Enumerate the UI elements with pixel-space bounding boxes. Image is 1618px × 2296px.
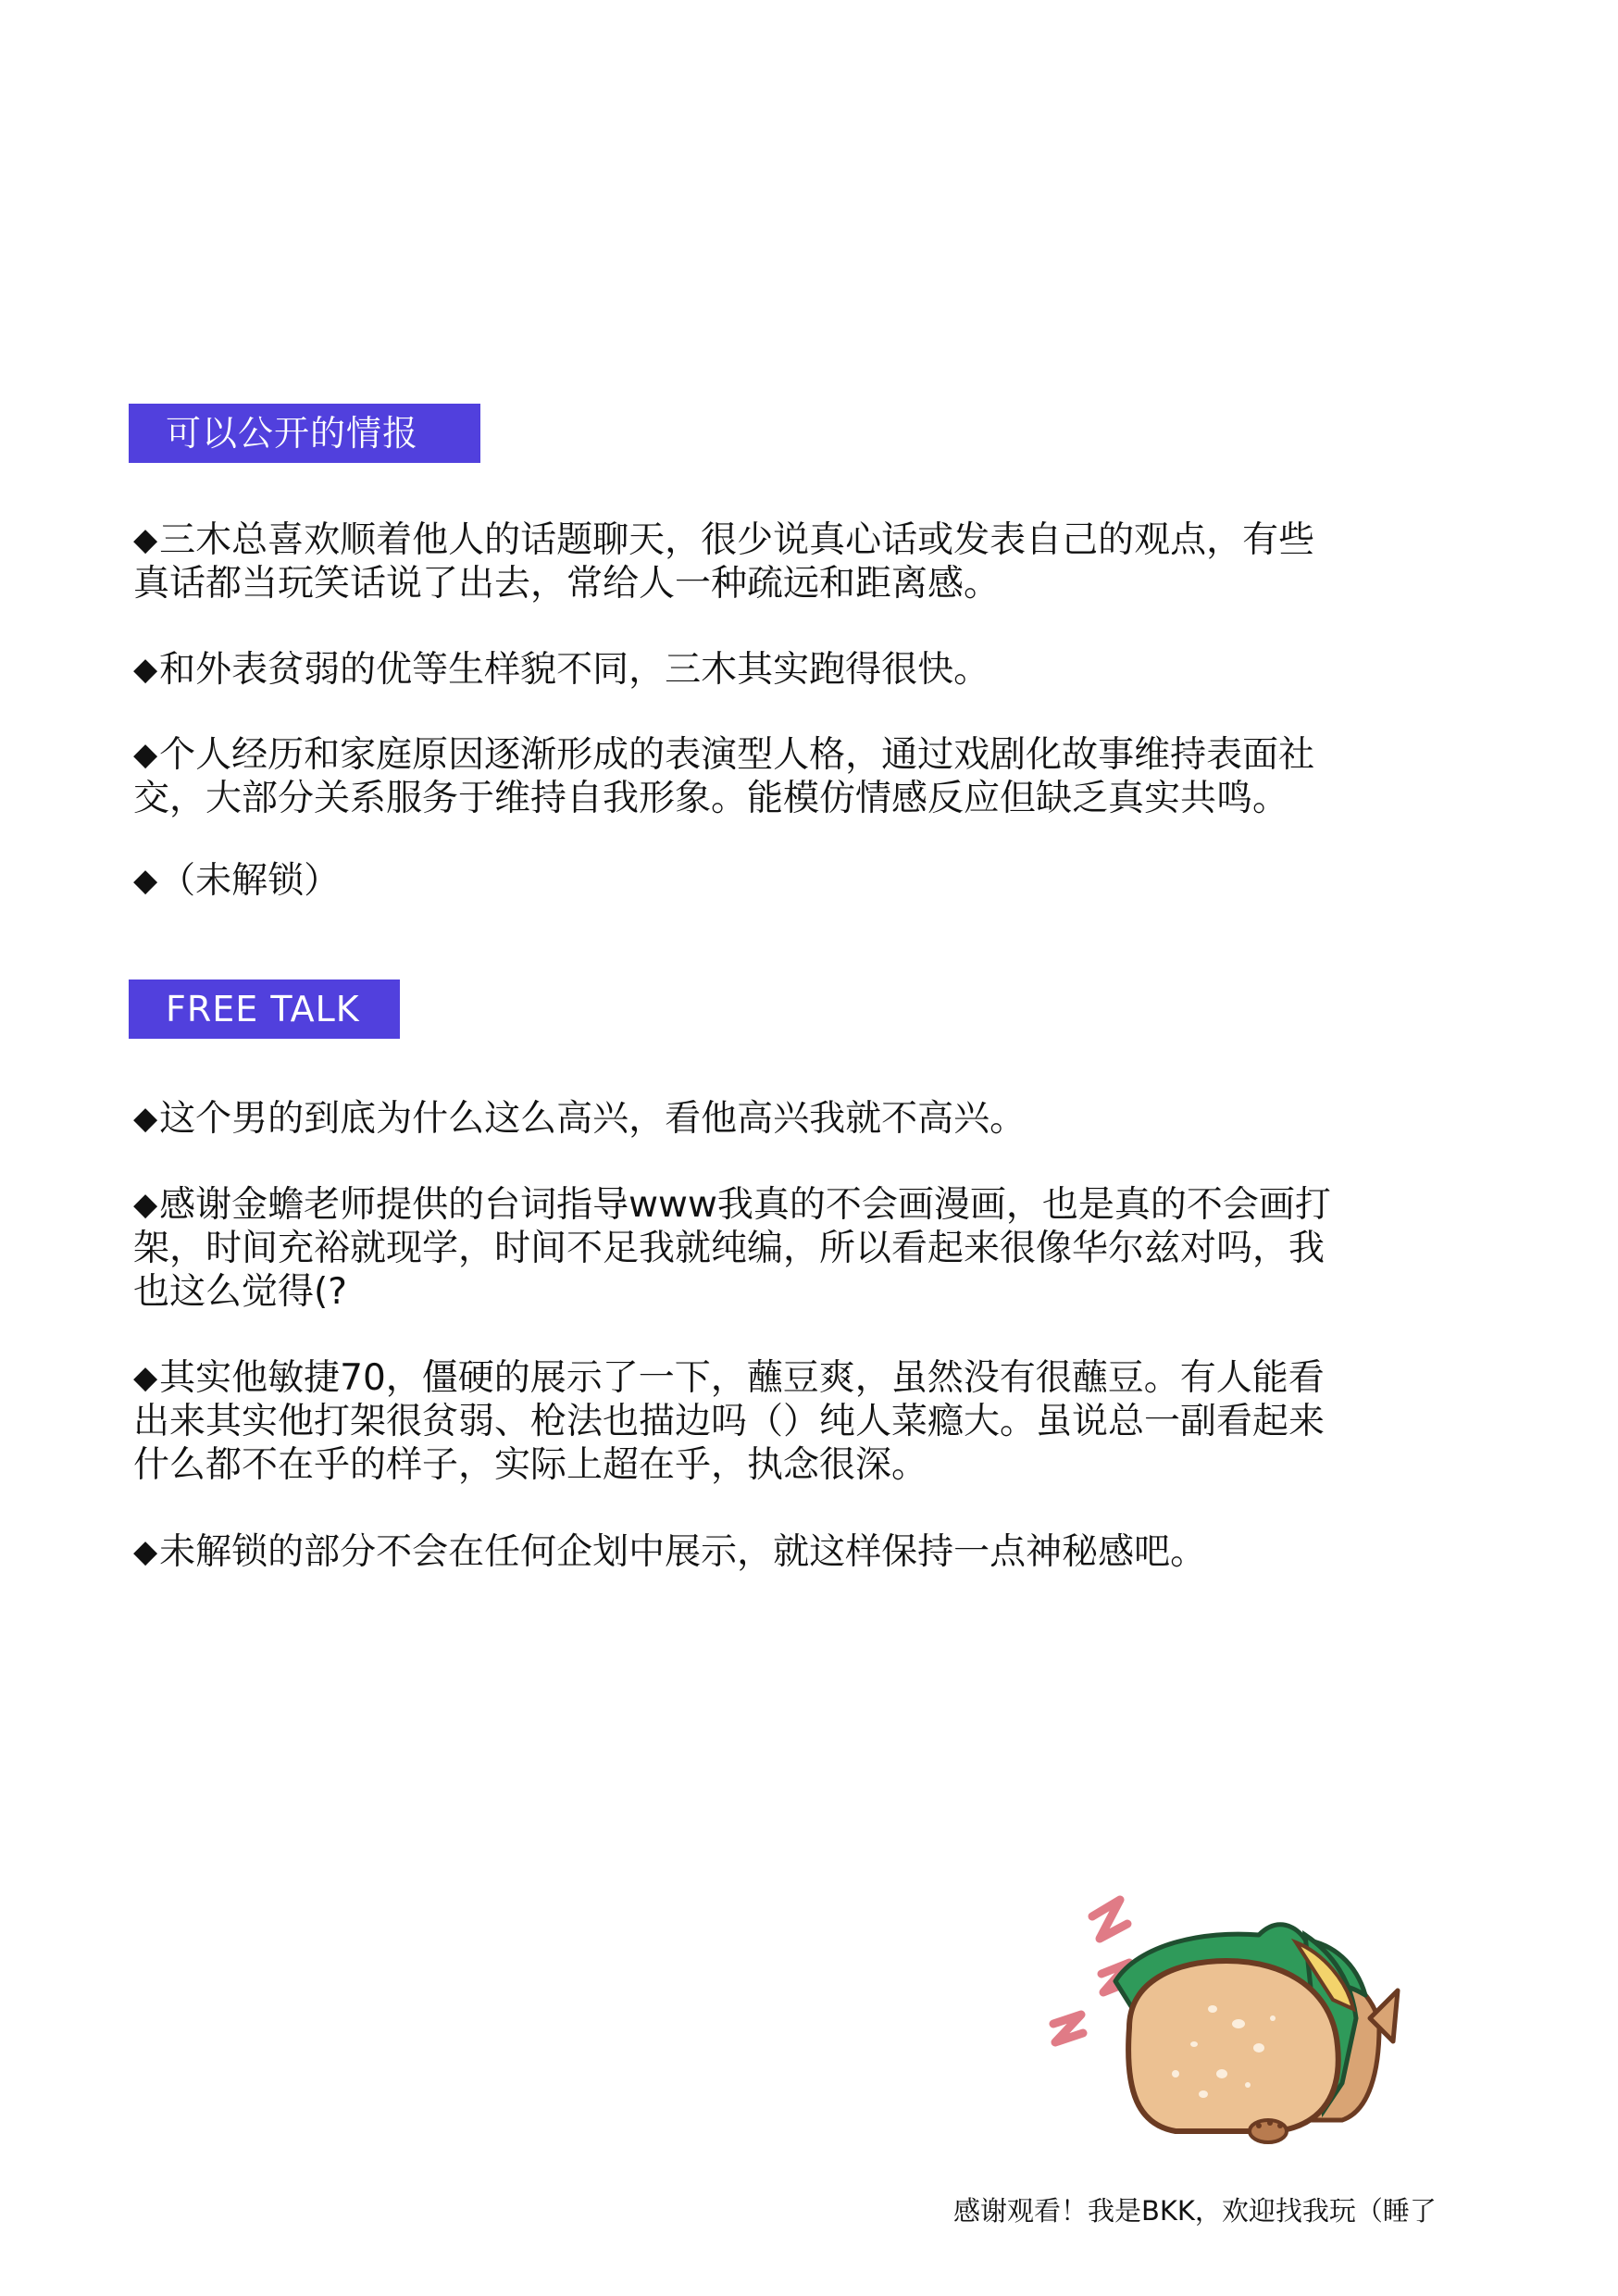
- bullet-icon: ◆: [133, 1186, 158, 1223]
- bullet-icon: ◆: [133, 862, 158, 899]
- bullet-icon: ◆: [133, 736, 158, 773]
- talk-item: ◆这个男的到底为什么这么高兴，看他高兴我就不高兴。: [133, 1098, 1027, 1140]
- info-item: ◆和外表贫弱的优等生样貌不同，三木其实跑得很快。: [133, 649, 990, 691]
- bullet-icon: ◆: [133, 651, 158, 688]
- info-item: ◆三木总喜欢顺着他人的话题聊天，很少说真心话或发表自己的观点，有些 真话都当玩笑话说了出去，常给人一种疏远和距离感。: [133, 519, 1315, 605]
- section-title-info: 可以公开的情报: [129, 404, 480, 463]
- info-item: ◆个人经历和家庭原因逐渐形成的表演型人格，通过戏剧化故事维持表面社 交，大部分关系服务于维持自我形象。能模仿情感反应但缺乏真实共鸣。: [133, 734, 1315, 819]
- bullet-icon: ◆: [133, 1359, 158, 1396]
- bullet-icon: ◆: [133, 1100, 158, 1137]
- section-title-free-talk: FREE TALK: [129, 980, 400, 1039]
- footer-note: 感谢观看！我是BKK，欢迎找我玩（睡了: [953, 2195, 1437, 2227]
- talk-item: ◆感谢金蟾老师提供的台词指导www我真的不会画漫画，也是真的不会画打 架，时间充裕就现学，时间不足我就纯编，所以看起来很像华尔兹对吗，我 也这么觉得(?: [133, 1184, 1331, 1313]
- talk-item: ◆未解锁的部分不会在任何企划中展示，就这样保持一点神秘感吧。: [133, 1531, 1207, 1573]
- bullet-icon: ◆: [133, 1533, 158, 1570]
- zzz-icon: [1053, 1900, 1131, 2042]
- bullet-icon: ◆: [133, 521, 158, 558]
- sleeping-burger-mascot-icon: [1027, 1842, 1435, 2166]
- talk-item: ◆其实他敏捷70，僵硬的展示了一下，蘸豆爽，虽然没有很蘸豆。有人能看 出来其实他打架很贫弱、枪法也描边吗（）纯人菜瘾大。虽说总一副看起来 什么都不在乎的样子，实际上超在乎，执念很深。: [133, 1357, 1326, 1486]
- info-item: ◆（未解锁）: [133, 860, 341, 902]
